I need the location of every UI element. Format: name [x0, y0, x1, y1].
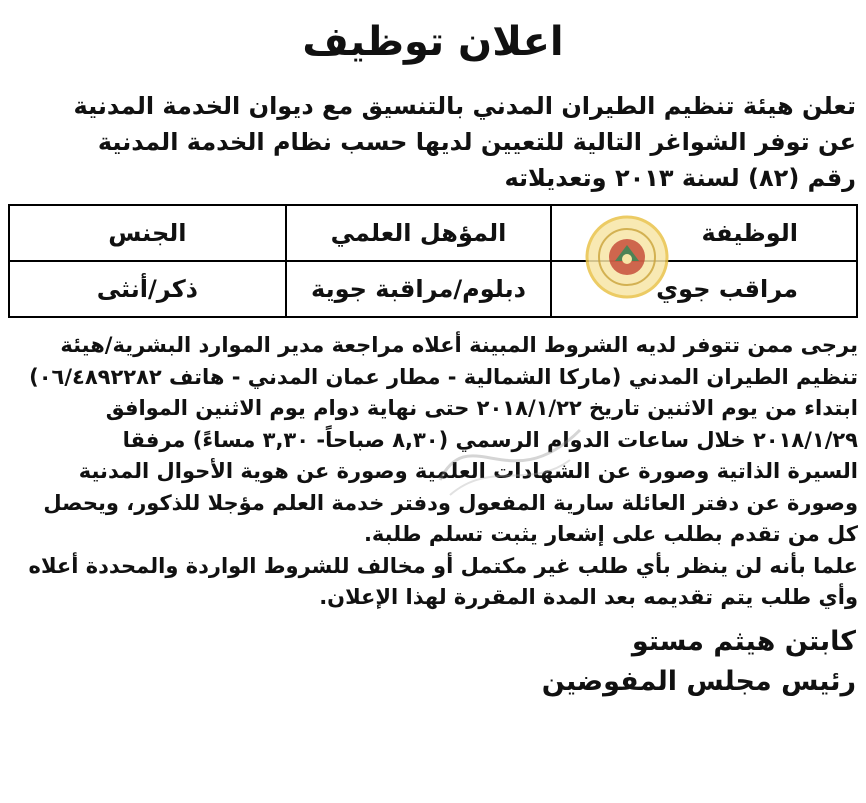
signatory-position: رئيس مجلس المفوضين	[541, 665, 856, 697]
body-line: تنظيم الطيران المدني (ماركا الشمالية - مطار عمان المدني - هاتف ٠٦/٤٨٩٢٢٨٢)	[29, 364, 858, 389]
intro-paragraph	[8, 88, 858, 196]
table-row	[9, 261, 857, 317]
body-line: ابتداء من يوم الاثنين تاريخ ٢٠١٨/١/٢٢ حتى نهاية دوام يوم الاثنين الموافق	[105, 396, 858, 420]
signature-block	[8, 622, 858, 702]
body-line: يرجى ممن تتوفر لديه الشروط المبينة أعلاه مراجعة مدير الموارد البشرية/هيئة	[60, 333, 858, 357]
table-header-row	[9, 205, 857, 261]
cell-gender: ذكر/أنثى	[9, 261, 286, 317]
signatory-name: كابتن هيثم مستو	[631, 625, 856, 657]
civil-service-stamp-icon	[585, 215, 669, 299]
header-gender: الجنس	[9, 205, 286, 261]
header-qualification: المؤهل العلمي	[286, 205, 551, 261]
body-line: علما بأنه لن ينظر بأي طلب غير مكتمل أو مخالف للشروط الواردة والمحددة أعلاه	[28, 553, 858, 578]
cell-job: مراقب جوي	[551, 261, 857, 317]
page-title: اعلان توظيف	[302, 19, 564, 65]
body-line: وصورة عن دفتر العائلة سارية المفعول ودفتر خدمة العلم مؤجلا للذكور، ويحصل	[43, 490, 858, 515]
intro-line: عن توفر الشواغر التالية للتعيين لديها حسب نظام الخدمة المدنية	[97, 128, 856, 156]
body-line: كل من تقدم بطلب على إشعار يثبت تسلم طلبة.	[363, 522, 858, 546]
body-line: ٢٠١٨/١/٢٩ خلال ساعات الدوام الرسمي (٨,٣٠ صباحاً- ٣,٣٠ مساءً) مرفقا	[122, 427, 858, 452]
body-line: وأي طلب يتم تقديمه بعد المدة المقررة لهذا الإعلان.	[319, 585, 858, 609]
cell-qualification: دبلوم/مراقبة جوية	[286, 261, 551, 317]
body-line: السيرة الذاتية وصورة عن الشهادات العلمية وصورة عن هوية الأحوال المدنية	[78, 459, 858, 483]
intro-line: تعلن هيئة تنظيم الطيران المدني بالتنسيق مع ديوان الخدمة المدنية	[73, 92, 856, 120]
watermark-icon	[430, 400, 590, 510]
vacancies-table	[8, 204, 858, 318]
intro-line: رقم (٨٢) لسنة ٢٠١٣ وتعديلاته	[504, 164, 856, 192]
header-job: الوظيفة	[551, 205, 857, 261]
